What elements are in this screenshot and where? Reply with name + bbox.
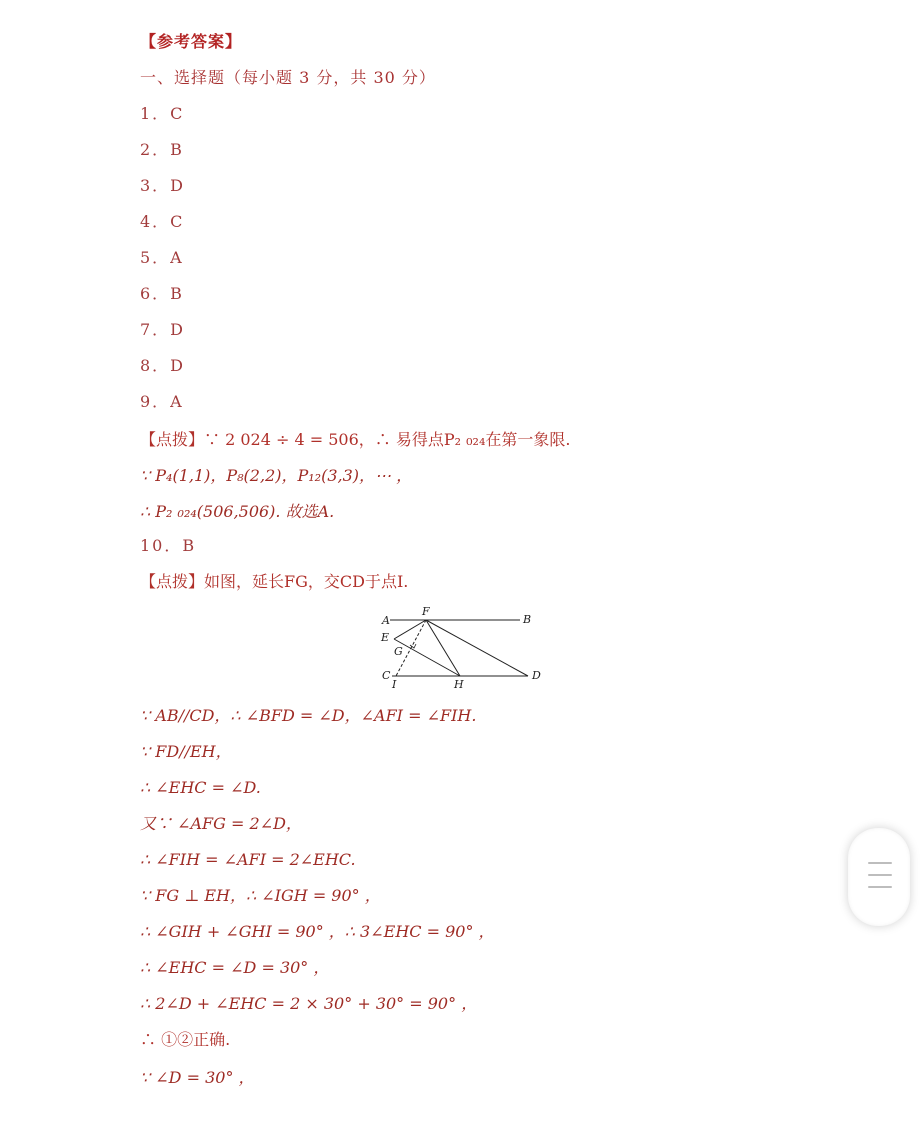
tip-line: ∴ P₂ ₀₂₄(506,506). 故选A.	[140, 502, 335, 521]
answer-item: 10．B	[140, 536, 197, 555]
proof-line: ∴ ①②正确.	[140, 1030, 231, 1049]
proof-line: 又∵ ∠AFG = 2∠D，	[140, 814, 302, 833]
label-b: B	[523, 613, 532, 626]
answer-item: 8．D	[140, 356, 186, 375]
geometry-figure	[370, 603, 550, 693]
proof-line: ∴ ∠EHC = ∠D = 30° ，	[140, 958, 330, 977]
label-f: F	[422, 605, 430, 618]
answer-item: 5．A	[140, 248, 184, 267]
proof-line: ∴ ∠FIH = ∠AFI = 2∠EHC.	[140, 850, 356, 869]
proof-line: ∵ AB//CD，∴ ∠BFD = ∠D，∠AFI = ∠FIH.	[140, 706, 477, 725]
answer-item: 7．D	[140, 320, 186, 339]
proof-line: ∵ FD//EH，	[140, 742, 232, 761]
tip-line: 【点拨】如图，延长FG，交CD于点I.	[140, 572, 409, 591]
segment-eh	[394, 639, 460, 676]
label-g: G	[394, 645, 403, 658]
proof-line: ∵ FG ⊥ EH，∴ ∠IGH = 90° ，	[140, 886, 381, 905]
answer-item: 9．A	[140, 392, 184, 411]
label-a: A	[382, 614, 390, 627]
label-e: E	[381, 631, 390, 644]
label-c: C	[382, 669, 391, 682]
label-h: H	[454, 678, 464, 691]
grip-line-icon	[868, 862, 892, 864]
answer-item: 6．B	[140, 284, 184, 303]
answer-title: 【参考答案】	[140, 32, 243, 51]
proof-line: ∴ 2∠D + ∠EHC = 2 × 30° + 30° = 90° ，	[140, 994, 478, 1013]
section-heading: 一、选择题（每小题 3 分，共 30 分）	[140, 68, 436, 87]
segment-fd	[426, 620, 528, 676]
proof-line: ∴ ∠GIH + ∠GHI = 90° ，∴ 3∠EHC = 90° ，	[140, 922, 495, 941]
grip-line-icon	[868, 874, 892, 876]
segment-fh	[426, 620, 460, 676]
label-d: D	[532, 669, 541, 682]
tip-line: 【点拨】∵ 2 024 ÷ 4 = 506，∴ 易得点P₂ ₀₂₄在第一象限.	[140, 430, 571, 449]
tip-line: ∵ P₄(1,1)，P₈(2,2)，P₁₂(3,3)，⋯ ，	[140, 466, 413, 485]
answer-item: 2．B	[140, 140, 184, 159]
answer-item: 4．C	[140, 212, 185, 231]
grip-line-icon	[868, 886, 892, 888]
answer-item: 3．D	[140, 176, 186, 195]
proof-line: ∴ ∠EHC = ∠D.	[140, 778, 261, 797]
proof-line: ∵ ∠D = 30° ，	[140, 1068, 255, 1087]
label-i: I	[392, 678, 397, 691]
scroll-handle[interactable]	[848, 828, 910, 926]
answer-item: 1．C	[140, 104, 185, 123]
